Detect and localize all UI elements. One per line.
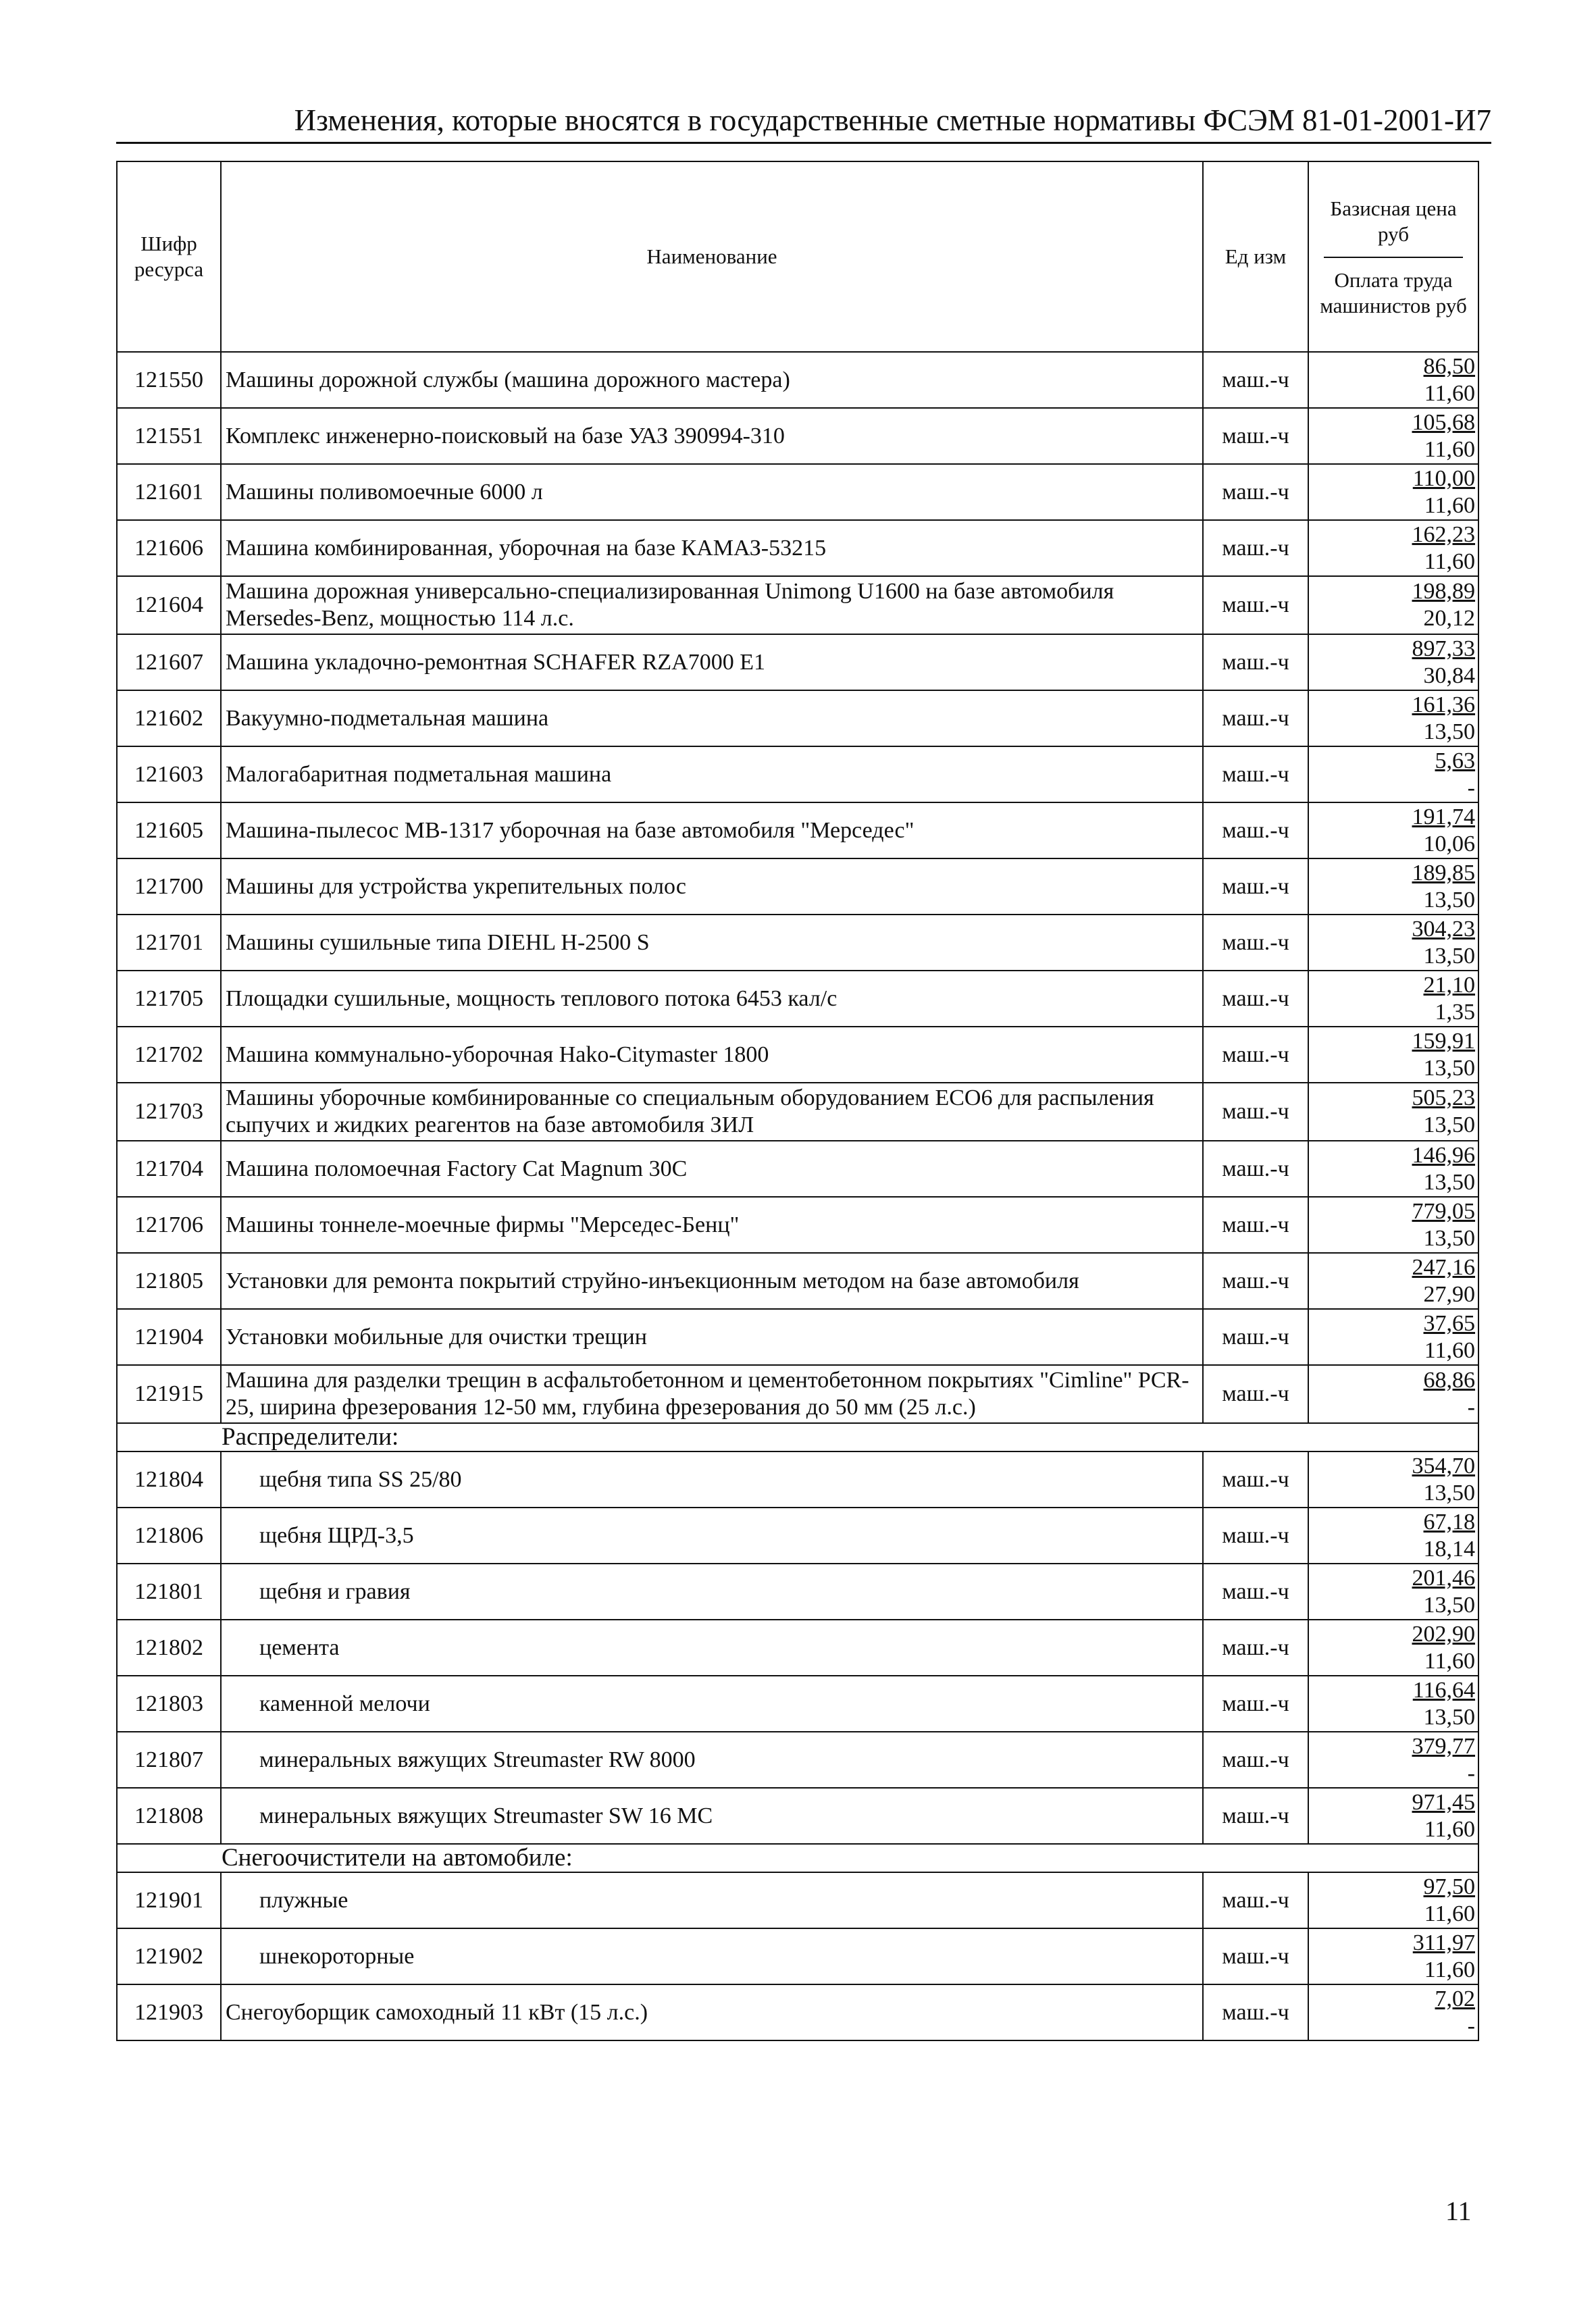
base-price: 247,16 (1412, 1254, 1475, 1280)
resource-name: Машина коммунально-уборочная Hako-Citymaster 1800 (221, 1027, 1203, 1083)
resource-unit: маш.-ч (1203, 1253, 1308, 1309)
resource-price (1308, 1872, 1478, 1928)
resource-unit: маш.-ч (1203, 1984, 1308, 2040)
resource-price (1308, 1732, 1478, 1788)
resource-unit: маш.-ч (1203, 352, 1308, 408)
resource-price (1308, 352, 1478, 408)
resource-code: 121903 (117, 1984, 221, 2040)
resource-name: шнекороторные (221, 1928, 1203, 1984)
resource-price (1308, 520, 1478, 576)
resource-code: 121806 (117, 1508, 221, 1564)
resource-unit: маш.-ч (1203, 1451, 1308, 1508)
resource-unit: маш.-ч (1203, 915, 1308, 971)
table-row (117, 1984, 1478, 2040)
resource-price (1308, 1083, 1478, 1141)
operator-wage: - (1467, 2013, 1475, 2038)
resource-price (1308, 971, 1478, 1027)
resource-code: 121706 (117, 1197, 221, 1253)
column-header-price (1308, 161, 1478, 352)
base-price: 971,45 (1412, 1789, 1475, 1815)
table-row (117, 1027, 1478, 1083)
table-row (117, 1365, 1478, 1423)
resource-unit: маш.-ч (1203, 1141, 1308, 1197)
operator-wage: 13,50 (1423, 1112, 1475, 1137)
resource-name: Малогабаритная подметальная машина (221, 746, 1203, 802)
operator-wage: 11,60 (1424, 1957, 1475, 1982)
operator-wage: 11,60 (1424, 1901, 1475, 1926)
table-header-row (117, 161, 1478, 352)
resource-code: 121604 (117, 576, 221, 634)
resource-name: Установки мобильные для очистки трещин (221, 1309, 1203, 1365)
base-price: 304,23 (1412, 916, 1475, 942)
resource-unit: маш.-ч (1203, 1620, 1308, 1676)
column-header-name: Наименование (221, 161, 1203, 352)
resource-name: каменной мелочи (221, 1676, 1203, 1732)
base-price: 7,02 (1435, 1986, 1475, 2011)
operator-wage: 11,60 (1424, 492, 1475, 518)
base-price: 201,46 (1412, 1565, 1475, 1591)
section-title: Распределители: (117, 1423, 1478, 1451)
table-row (117, 1872, 1478, 1928)
resource-price (1308, 1197, 1478, 1253)
resource-name: щебня и гравия (221, 1564, 1203, 1620)
resource-unit: маш.-ч (1203, 858, 1308, 915)
resource-unit: маш.-ч (1203, 1564, 1308, 1620)
resource-name: Машина дорожная универсально-специализированная Unimong U1600 на базе автомобиля Mersedes-Benz, мощностью 114 л.с. (221, 576, 1203, 634)
table-row (117, 352, 1478, 408)
resource-price (1308, 634, 1478, 690)
base-price: 86,50 (1423, 353, 1475, 379)
resource-price (1308, 1788, 1478, 1844)
resource-price (1308, 1928, 1478, 1984)
resource-name: Машина поломоечная Factory Cat Magnum 30C (221, 1141, 1203, 1197)
base-price: 354,70 (1412, 1453, 1475, 1479)
section-row (117, 1423, 1478, 1451)
table-row (117, 1197, 1478, 1253)
resource-unit: маш.-ч (1203, 1508, 1308, 1564)
resource-unit: маш.-ч (1203, 408, 1308, 464)
resource-name: Машина для разделки трещин в асфальтобетонном и цементобетонном покрытиях "Cimline" PCR-25, ширина фрезерования 12-50 мм, глубина фрезерования до 50 мм (25 л.с.) (221, 1365, 1203, 1423)
resource-code: 121915 (117, 1365, 221, 1423)
resource-name: Машина укладочно-ремонтная SCHAFER RZA7000 E1 (221, 634, 1203, 690)
resource-unit: маш.-ч (1203, 690, 1308, 746)
table-row (117, 1253, 1478, 1309)
base-price: 198,89 (1412, 579, 1475, 604)
operator-wage: 11,60 (1424, 1816, 1475, 1842)
resource-name: минеральных вяжущих Streumaster SW 16 MC (221, 1788, 1203, 1844)
operator-wage: 18,14 (1423, 1536, 1475, 1562)
resource-price (1308, 1984, 1478, 2040)
table-row (117, 520, 1478, 576)
resource-code: 121808 (117, 1788, 221, 1844)
base-price: 5,63 (1435, 748, 1475, 773)
resource-code: 121704 (117, 1141, 221, 1197)
table-row (117, 971, 1478, 1027)
operator-wage: 20,12 (1423, 606, 1475, 631)
resource-price (1308, 1564, 1478, 1620)
resource-unit: маш.-ч (1203, 1788, 1308, 1844)
base-price: 110,00 (1412, 465, 1475, 491)
section-title: Снегоочистители на автомобиле: (117, 1844, 1478, 1872)
resource-price (1308, 1508, 1478, 1564)
column-header-unit: Ед изм (1203, 161, 1308, 352)
base-price: 67,18 (1423, 1509, 1475, 1535)
table-row (117, 1676, 1478, 1732)
table-row (117, 1508, 1478, 1564)
table-row (117, 802, 1478, 858)
operator-wage: 1,35 (1435, 999, 1475, 1025)
resource-name: щебня типа SS 25/80 (221, 1451, 1203, 1508)
resource-name: Машина-пылесос МВ-1317 уборочная на базе автомобиля "Мерседес" (221, 802, 1203, 858)
resource-name: Площадки сушильные, мощность теплового потока 6453 кал/с (221, 971, 1203, 1027)
resource-code: 121602 (117, 690, 221, 746)
base-price: 202,90 (1412, 1621, 1475, 1647)
resource-code: 121606 (117, 520, 221, 576)
resource-unit: маш.-ч (1203, 1872, 1308, 1928)
resource-price (1308, 408, 1478, 464)
resource-code: 121601 (117, 464, 221, 520)
base-price: 161,36 (1412, 692, 1475, 717)
resource-unit: маш.-ч (1203, 520, 1308, 576)
resource-code: 121705 (117, 971, 221, 1027)
base-price: 191,74 (1412, 804, 1475, 829)
resource-code: 121901 (117, 1872, 221, 1928)
column-header-price-wage: Оплата труда машинистов руб (1320, 268, 1467, 317)
table-row (117, 464, 1478, 520)
base-price: 162,23 (1412, 521, 1475, 547)
resource-price (1308, 690, 1478, 746)
document-header: Изменения, которые вносятся в государственные сметные нормативы ФСЭМ 81-01-2001-И7 (116, 101, 1491, 144)
column-header-code: Шифр ресурса (117, 161, 221, 352)
table-row (117, 408, 1478, 464)
resource-unit: маш.-ч (1203, 1309, 1308, 1365)
table-row (117, 915, 1478, 971)
table-row (117, 1788, 1478, 1844)
resource-name: Машина комбинированная, уборочная на базе КАМАЗ-53215 (221, 520, 1203, 576)
operator-wage: 11,60 (1424, 380, 1475, 406)
operator-wage: 30,84 (1423, 663, 1475, 688)
resource-code: 121700 (117, 858, 221, 915)
resource-name: Машины уборочные комбинированные со специальным оборудованием ЕСО6 для распыления сыпучих и жидких реагентов на базе автомобиля ЗИЛ (221, 1083, 1203, 1141)
resource-code: 121702 (117, 1027, 221, 1083)
operator-wage: 11,60 (1424, 1648, 1475, 1674)
operator-wage: 13,50 (1423, 1169, 1475, 1195)
base-price: 311,97 (1412, 1930, 1475, 1955)
resource-name: Машины для устройства укрепительных полос (221, 858, 1203, 915)
resource-code: 121607 (117, 634, 221, 690)
operator-wage: - (1467, 775, 1475, 800)
resources-table (116, 161, 1479, 2041)
base-price: 116,64 (1412, 1677, 1475, 1703)
resource-price (1308, 746, 1478, 802)
resource-price (1308, 858, 1478, 915)
base-price: 189,85 (1412, 860, 1475, 885)
page-number: 11 (1445, 2196, 1472, 2226)
resource-code: 121804 (117, 1451, 221, 1508)
operator-wage: 11,60 (1424, 548, 1475, 574)
resource-name: Установки для ремонта покрытий струйно-инъекционным методом на базе автомобиля (221, 1253, 1203, 1309)
resource-code: 121904 (117, 1309, 221, 1365)
operator-wage: - (1467, 1395, 1475, 1420)
operator-wage: 13,50 (1423, 943, 1475, 969)
resource-price (1308, 1365, 1478, 1423)
resource-price (1308, 576, 1478, 634)
operator-wage: 13,50 (1423, 1055, 1475, 1081)
base-price: 105,68 (1412, 409, 1475, 435)
operator-wage: 13,50 (1423, 887, 1475, 912)
resource-name: Комплекс инженерно-поисковый на базе УАЗ 390994-310 (221, 408, 1203, 464)
resource-code: 121801 (117, 1564, 221, 1620)
base-price: 68,86 (1423, 1368, 1475, 1393)
resource-unit: маш.-ч (1203, 746, 1308, 802)
base-price: 779,05 (1412, 1198, 1475, 1224)
resource-unit: маш.-ч (1203, 576, 1308, 634)
column-header-price-base: Базисная цена руб (1324, 189, 1463, 258)
operator-wage: 13,50 (1423, 1225, 1475, 1251)
resource-unit: маш.-ч (1203, 1197, 1308, 1253)
resource-price (1308, 1620, 1478, 1676)
base-price: 97,50 (1423, 1874, 1475, 1899)
resource-code: 121701 (117, 915, 221, 971)
resource-name: Снегоуборщик самоходный 11 кВт (15 л.с.) (221, 1984, 1203, 2040)
resource-price (1308, 802, 1478, 858)
resource-price (1308, 1451, 1478, 1508)
resource-price (1308, 915, 1478, 971)
resource-price (1308, 464, 1478, 520)
operator-wage: - (1467, 1760, 1475, 1786)
resource-unit: маш.-ч (1203, 1928, 1308, 1984)
resource-unit: маш.-ч (1203, 1676, 1308, 1732)
operator-wage: 13,50 (1423, 1592, 1475, 1618)
resource-code: 121902 (117, 1928, 221, 1984)
resource-code: 121802 (117, 1620, 221, 1676)
resource-unit: маш.-ч (1203, 802, 1308, 858)
resource-name: Машины дорожной службы (машина дорожного мастера) (221, 352, 1203, 408)
table-row (117, 690, 1478, 746)
resource-price (1308, 1027, 1478, 1083)
resource-name: плужные (221, 1872, 1203, 1928)
table-row (117, 1620, 1478, 1676)
base-price: 21,10 (1423, 972, 1475, 998)
base-price: 379,77 (1412, 1733, 1475, 1759)
resource-price (1308, 1309, 1478, 1365)
table-row (117, 1309, 1478, 1365)
resource-code: 121550 (117, 352, 221, 408)
table-row (117, 1141, 1478, 1197)
resource-name: щебня ЩРД-3,5 (221, 1508, 1203, 1564)
resource-unit: маш.-ч (1203, 1027, 1308, 1083)
table-row (117, 1564, 1478, 1620)
resource-code: 121803 (117, 1676, 221, 1732)
table-row (117, 1083, 1478, 1141)
resource-name: цемента (221, 1620, 1203, 1676)
base-price: 37,65 (1423, 1310, 1475, 1336)
operator-wage: 11,60 (1424, 436, 1475, 462)
section-row (117, 1844, 1478, 1872)
operator-wage: 11,60 (1424, 1337, 1475, 1363)
resource-name: Машины сушильные типа DIEHL H-2500 S (221, 915, 1203, 971)
resource-name: Вакуумно-подметальная машина (221, 690, 1203, 746)
table-row (117, 1732, 1478, 1788)
base-price: 146,96 (1412, 1142, 1475, 1168)
resource-name: минеральных вяжущих Streumaster RW 8000 (221, 1732, 1203, 1788)
resource-unit: маш.-ч (1203, 634, 1308, 690)
table-row (117, 634, 1478, 690)
resource-unit: маш.-ч (1203, 971, 1308, 1027)
resource-code: 121603 (117, 746, 221, 802)
resource-unit: маш.-ч (1203, 1732, 1308, 1788)
operator-wage: 10,06 (1423, 831, 1475, 856)
base-price: 159,91 (1412, 1028, 1475, 1054)
operator-wage: 13,50 (1423, 719, 1475, 744)
resource-unit: маш.-ч (1203, 1365, 1308, 1423)
table-row (117, 746, 1478, 802)
resource-name: Машины тоннеле-моечные фирмы "Мерседес-Бенц" (221, 1197, 1203, 1253)
operator-wage: 13,50 (1423, 1704, 1475, 1730)
table-row (117, 1451, 1478, 1508)
table-row (117, 858, 1478, 915)
resource-code: 121703 (117, 1083, 221, 1141)
table-row (117, 576, 1478, 634)
resource-price (1308, 1676, 1478, 1732)
resource-price (1308, 1253, 1478, 1309)
operator-wage: 13,50 (1423, 1480, 1475, 1506)
resource-name: Машины поливомоечные 6000 л (221, 464, 1203, 520)
resource-code: 121805 (117, 1253, 221, 1309)
table-row (117, 1928, 1478, 1984)
resource-code: 121807 (117, 1732, 221, 1788)
resource-code: 121605 (117, 802, 221, 858)
resource-price (1308, 1141, 1478, 1197)
resource-unit: маш.-ч (1203, 464, 1308, 520)
base-price: 897,33 (1412, 636, 1475, 661)
base-price: 505,23 (1412, 1085, 1475, 1110)
resource-unit: маш.-ч (1203, 1083, 1308, 1141)
resource-code: 121551 (117, 408, 221, 464)
operator-wage: 27,90 (1423, 1281, 1475, 1307)
